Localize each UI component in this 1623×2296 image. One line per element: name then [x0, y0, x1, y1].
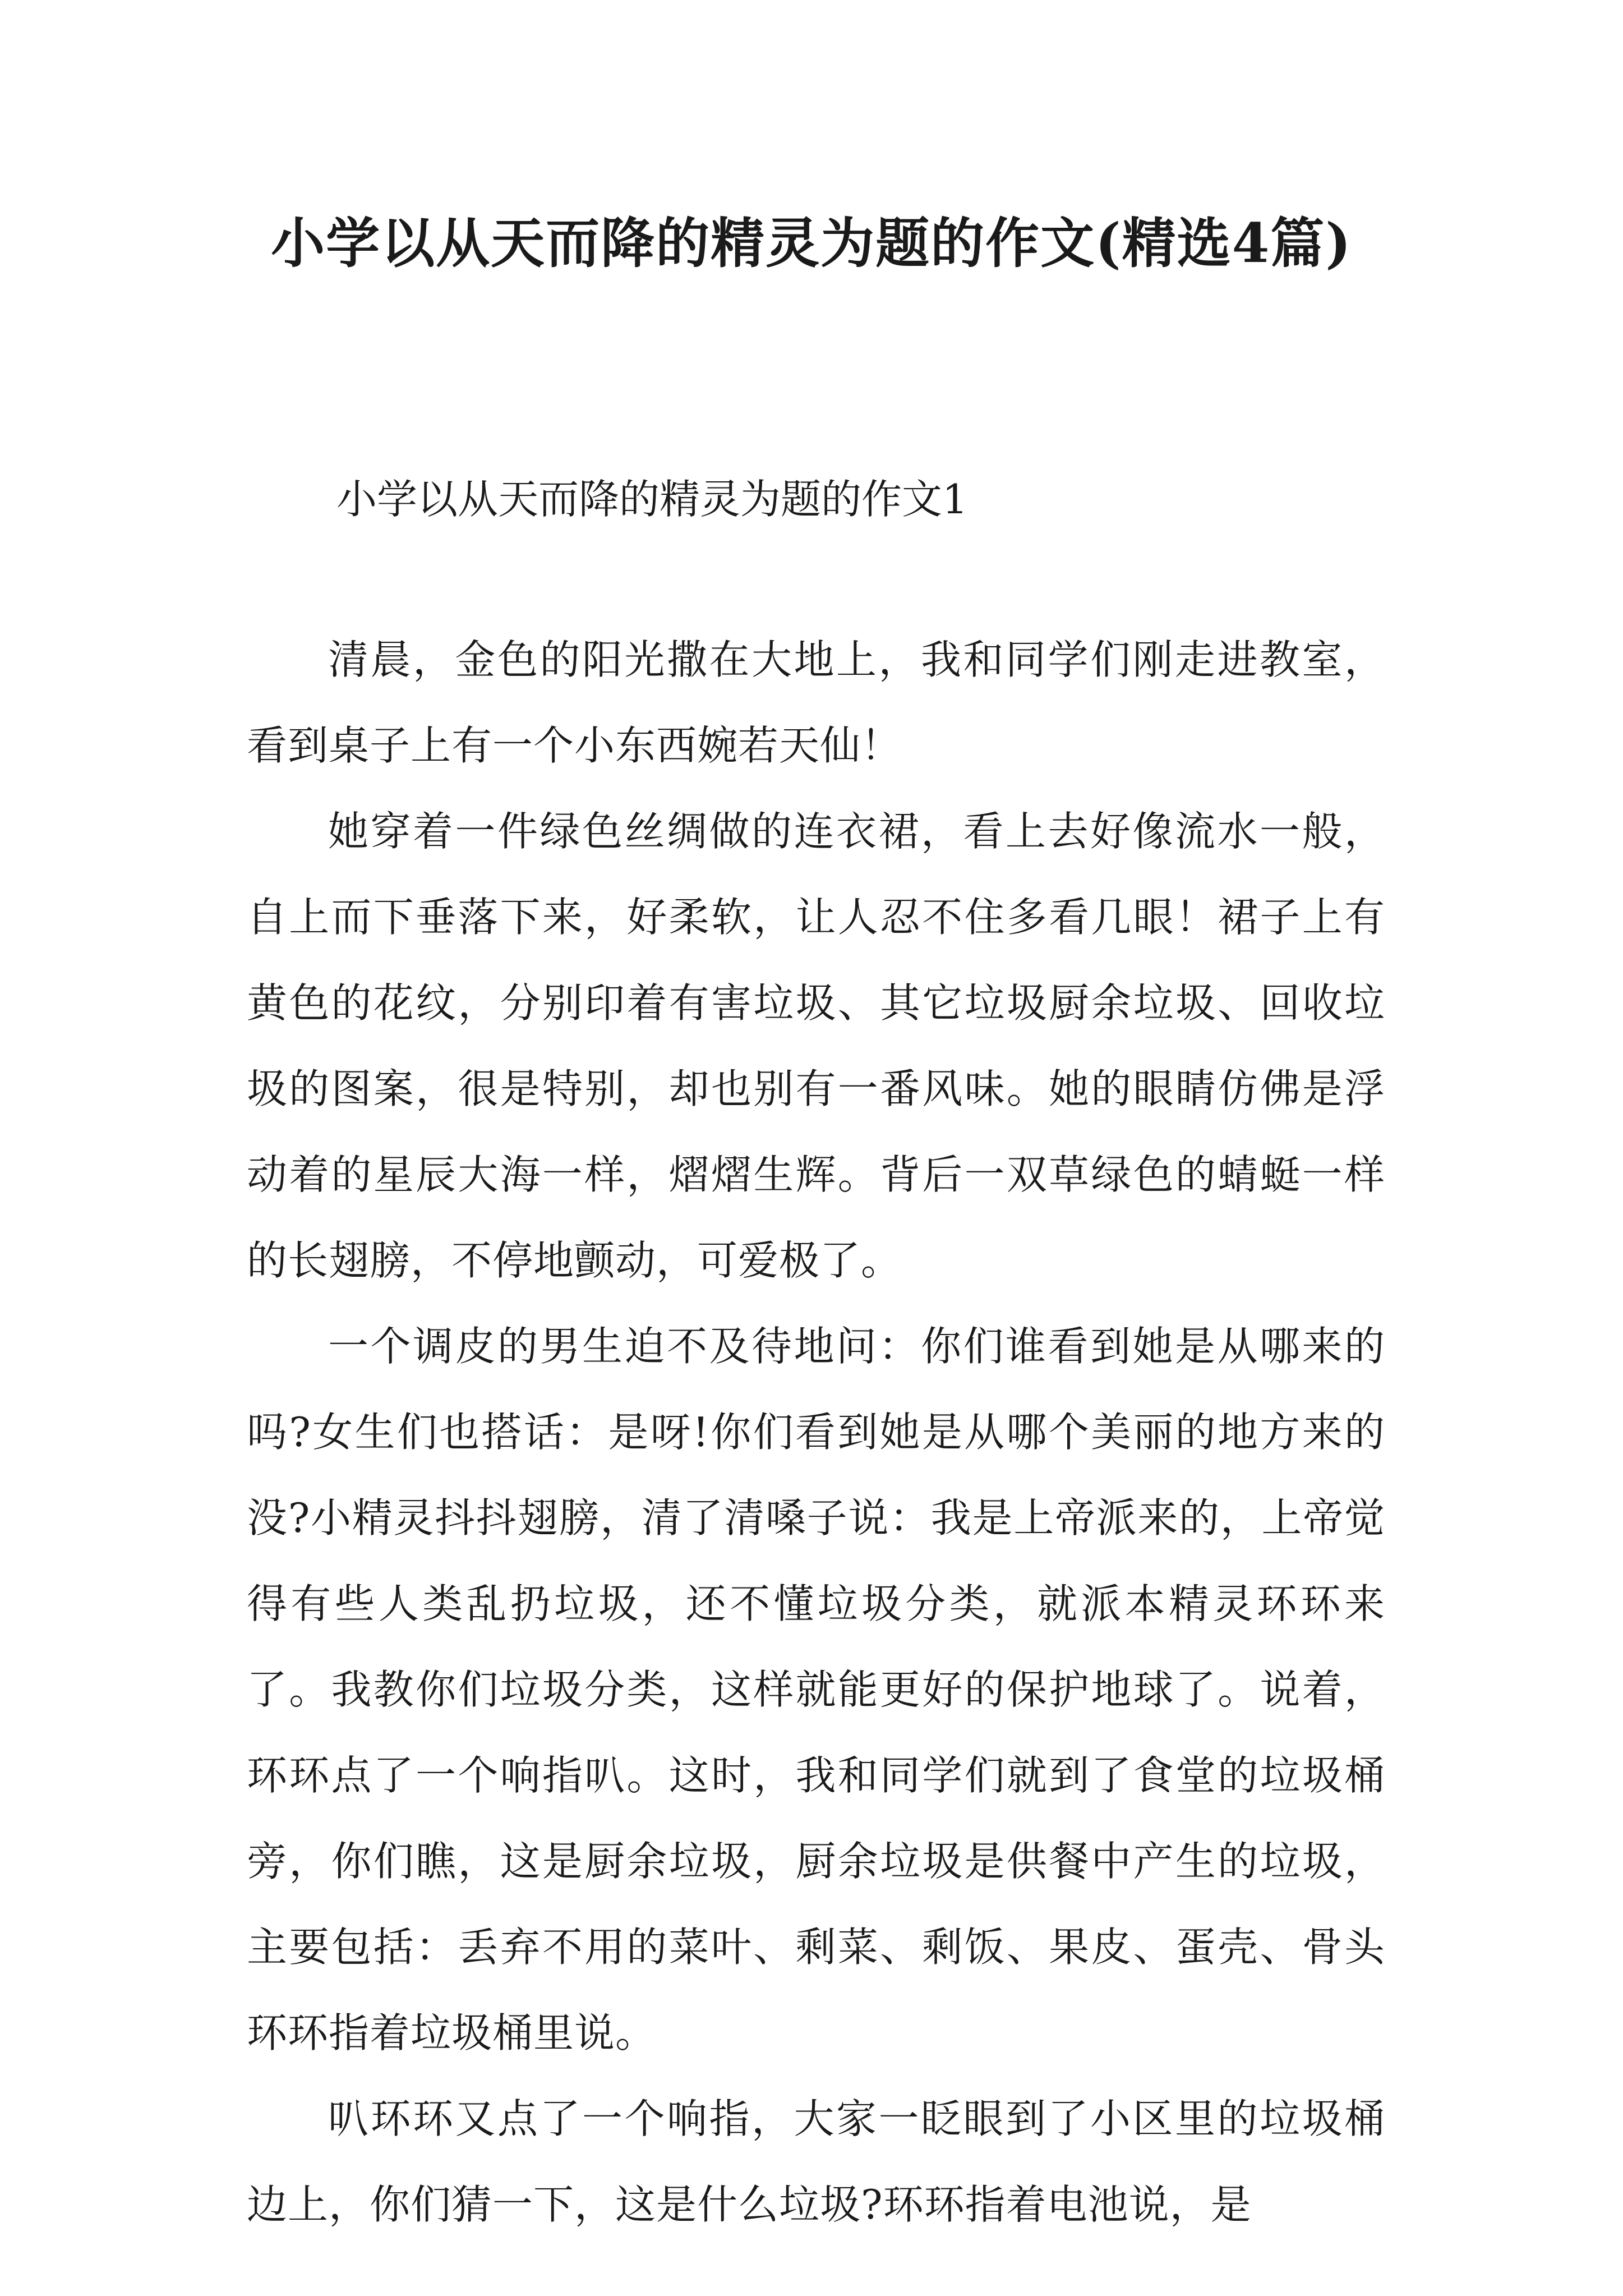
document-title: 小学以从天而降的精灵为题的作文(精选4篇): [271, 211, 1352, 275]
paragraph-1: 清晨，金色的阳光撒在大地上，我和同学们刚走进教室，看到桌子上有一个小东西婉若天仙！: [247, 636, 1385, 769]
article-body: [247, 617, 1385, 2248]
section-heading: 小学以从天而降的精灵为题的作文1: [336, 476, 968, 523]
paragraph-4: 叭环环又点了一个响指，大家一眨眼到了小区里的垃圾桶边上，你们猜一下，这是什么垃圾?环环指着电池说，是: [247, 2095, 1385, 2228]
paragraph-3: 一个调皮的男生迫不及待地问：你们谁看到她是从哪来的吗?女生们也搭话：是呀!你们看到她是从哪个美丽的地方来的没?小精灵抖抖翅膀，清了清嗓子说：我是上帝派来的，上帝觉得有些人类乱扔垃圾，还不懂垃圾分类，就派本精灵环环来了。我教你们垃圾分类，这样就能更好的保护地球了。说着，环环点了一个响指叭。这时，我和同学们就到了食堂的垃圾桶旁，你们瞧，这是厨余垃圾，厨余垃圾是供餐中产生的垃圾，主要包括：丢弃不用的菜叶、剩菜、剩饭、果皮、蛋壳、骨头环环指着垃圾桶里说。: [247, 1323, 1385, 2056]
paragraph-2: 她穿着一件绿色丝绸做的连衣裙，看上去好像流水一般，自上而下垂落下来，好柔软，让人忍不住多看几眼！裙子上有黄色的花纹，分别印着有害垃圾、其它垃圾厨余垃圾、回收垃圾的图案，很是特别，却也别有一番风味。她的眼睛仿佛是浮动着的星辰大海一样，熠熠生辉。背后一双草绿色的蜻蜓一样的长翅膀，不停地颤动，可爱极了。: [247, 808, 1385, 1284]
